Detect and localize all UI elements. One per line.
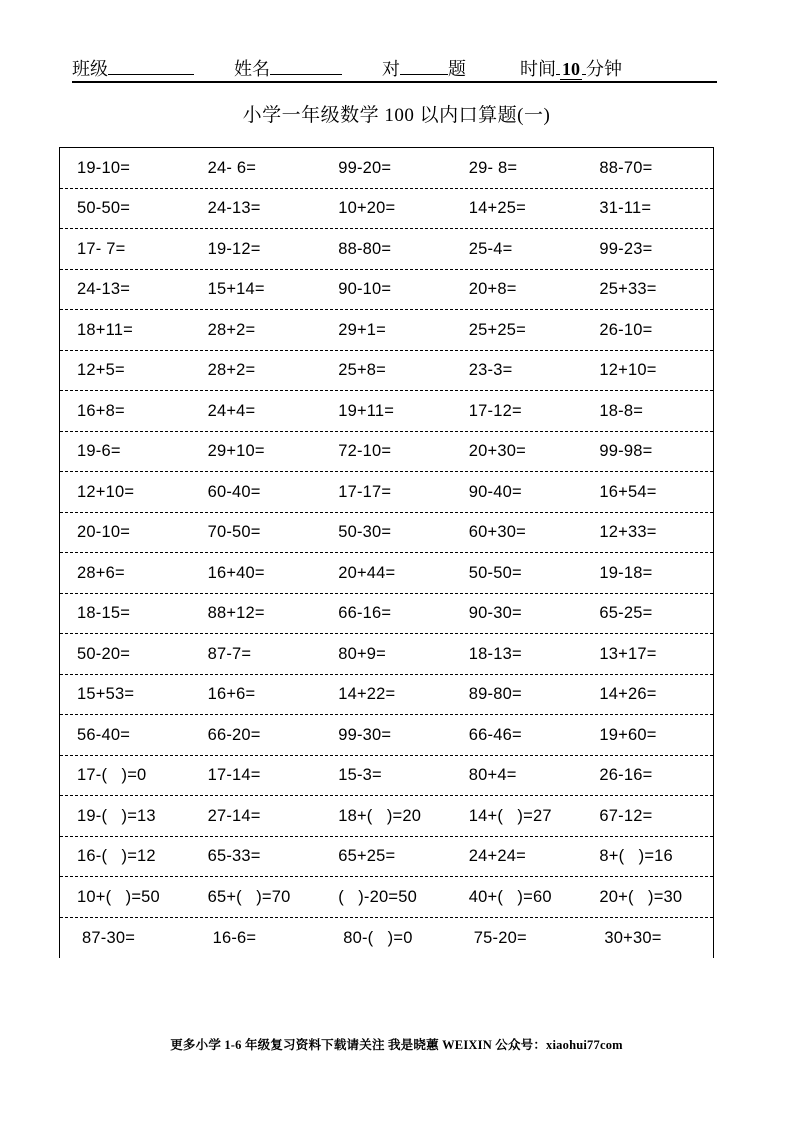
- name-blank[interactable]: [270, 55, 342, 75]
- problem-cell[interactable]: 13+17=: [599, 644, 657, 663]
- problem-cell[interactable]: ( )-20=50: [338, 887, 417, 906]
- problem-cell[interactable]: 28+2=: [207, 361, 256, 380]
- name-label: 姓名: [234, 59, 270, 79]
- problem-cell[interactable]: 67-12=: [599, 806, 653, 825]
- class-blank[interactable]: [108, 55, 194, 75]
- problem-cell[interactable]: 29- 8=: [468, 158, 518, 177]
- problem-cell[interactable]: 19+11=: [338, 401, 395, 420]
- problem-cell[interactable]: 89-80=: [468, 685, 522, 704]
- problem-cell[interactable]: 90-10=: [338, 280, 392, 299]
- table-row: [60, 837, 713, 878]
- table-row: [60, 148, 713, 189]
- problem-cell[interactable]: 66-46=: [468, 725, 522, 744]
- table-row: [60, 715, 713, 756]
- table-row: [60, 513, 713, 554]
- table-row: [60, 310, 713, 351]
- problem-cell[interactable]: 18-8=: [599, 401, 644, 420]
- problem-cell[interactable]: 88+12=: [207, 604, 265, 623]
- correct-label-prefix: 对: [382, 59, 400, 79]
- problem-cell[interactable]: 20+44=: [338, 563, 396, 582]
- problem-cell[interactable]: 17-( )=0: [77, 766, 147, 785]
- problem-cell[interactable]: 25+25=: [468, 320, 526, 339]
- problem-cell[interactable]: 27-14=: [207, 806, 261, 825]
- problem-cell[interactable]: 17- 7=: [77, 239, 126, 258]
- problem-cell[interactable]: 19-6=: [77, 442, 121, 461]
- problem-cell[interactable]: 70-50=: [207, 523, 261, 542]
- problem-cell[interactable]: 14+26=: [599, 685, 657, 704]
- problem-cell[interactable]: 28+2=: [207, 320, 256, 339]
- problem-cell[interactable]: 80-( )=0: [343, 928, 413, 947]
- class-label: 班级: [72, 59, 108, 79]
- footer-note: 更多小学 1-6 年级复习资料下载请关注 我是晓蕙 WEIXIN 公众号：xiaohui77com: [170, 1038, 623, 1052]
- problem-cell[interactable]: 17-12=: [468, 401, 522, 420]
- problem-cell[interactable]: 99-30=: [338, 725, 392, 744]
- problem-cell[interactable]: 20+30=: [468, 442, 526, 461]
- problem-cell[interactable]: 31-11=: [599, 199, 652, 218]
- time-value: 10: [562, 59, 580, 79]
- problem-cell[interactable]: 19+60=: [599, 725, 657, 744]
- table-row: [60, 918, 713, 959]
- problem-cell[interactable]: 20-10=: [77, 523, 131, 542]
- problem-cell[interactable]: 24-13=: [207, 199, 261, 218]
- problem-cell[interactable]: 12+10=: [77, 482, 135, 501]
- problem-cell[interactable]: 90-30=: [468, 604, 522, 623]
- problem-cell[interactable]: 12+33=: [599, 523, 657, 542]
- problem-cell[interactable]: 10+( )=50: [77, 887, 160, 906]
- problem-cell[interactable]: 66-20=: [207, 725, 261, 744]
- problem-cell[interactable]: 65-33=: [207, 847, 261, 866]
- table-row: [60, 472, 713, 513]
- time-limit-field: [520, 55, 622, 81]
- problem-cell[interactable]: 25+8=: [338, 361, 386, 380]
- problem-cell[interactable]: 16-( )=12: [77, 847, 156, 866]
- problem-cell[interactable]: 30+30=: [604, 928, 662, 947]
- problem-cell[interactable]: 50-20=: [77, 644, 131, 663]
- problem-cell[interactable]: 14+25=: [468, 199, 526, 218]
- problem-cell[interactable]: 40+( )=60: [468, 887, 552, 906]
- problem-cell[interactable]: 66-16=: [338, 604, 392, 623]
- problem-cell[interactable]: 90-40=: [468, 482, 522, 501]
- table-row: [60, 756, 713, 797]
- problem-cell[interactable]: 80+4=: [468, 766, 517, 785]
- problem-cell[interactable]: 19-18=: [599, 563, 653, 582]
- page-title: 小学一年级数学 100 以内口算题(一): [242, 105, 551, 126]
- worksheet-header: [72, 55, 717, 83]
- problem-cell[interactable]: 20+( )=30: [599, 887, 683, 906]
- problem-cell[interactable]: 87-30=: [82, 928, 136, 947]
- problem-cell[interactable]: 19-12=: [207, 239, 261, 258]
- class-field: [72, 55, 194, 81]
- problem-cell[interactable]: 87-7=: [207, 644, 252, 663]
- problem-cell[interactable]: 17-14=: [207, 766, 261, 785]
- problem-cell[interactable]: 16+54=: [599, 482, 657, 501]
- table-row: [60, 553, 713, 594]
- problem-cell[interactable]: 18+11=: [77, 320, 133, 339]
- table-row: [60, 189, 713, 230]
- table-row: [60, 270, 713, 311]
- problem-cell[interactable]: 25+33=: [599, 280, 657, 299]
- problem-cell[interactable]: 65-25=: [599, 604, 653, 623]
- problem-cell[interactable]: 75-20=: [473, 928, 527, 947]
- problem-cell[interactable]: 24+24=: [468, 847, 526, 866]
- problem-cell[interactable]: 14+( )=27: [468, 806, 552, 825]
- problem-cell[interactable]: 72-10=: [338, 442, 392, 461]
- problem-cell[interactable]: 18-13=: [468, 644, 522, 663]
- table-row: [60, 877, 713, 918]
- problem-cell[interactable]: 12+5=: [77, 361, 125, 380]
- problem-cell[interactable]: 26-10=: [599, 320, 653, 339]
- problem-cell[interactable]: 99-23=: [599, 239, 653, 258]
- table-row: [60, 634, 713, 675]
- table-row: [60, 796, 713, 837]
- table-row: [60, 351, 713, 392]
- problem-cell[interactable]: 99-98=: [599, 442, 653, 461]
- problem-cell[interactable]: 65+( )=70: [207, 887, 291, 906]
- problem-cell[interactable]: 14+22=: [338, 685, 396, 704]
- problem-cell[interactable]: 16-6=: [212, 928, 257, 947]
- problem-cell[interactable]: 19-10=: [77, 158, 131, 177]
- problem-cell[interactable]: 18-15=: [77, 604, 131, 623]
- problem-cell[interactable]: 15-3=: [338, 766, 382, 785]
- table-row: [60, 432, 713, 473]
- table-row: [60, 229, 713, 270]
- problem-cell[interactable]: 15+14=: [207, 280, 265, 299]
- problem-cell[interactable]: 16+6=: [207, 685, 256, 704]
- problem-cell[interactable]: 88-80=: [338, 239, 392, 258]
- problem-cell[interactable]: 8+( )=16: [599, 847, 673, 866]
- problem-cell[interactable]: 28+6=: [77, 563, 125, 582]
- problem-cell[interactable]: 20+8=: [468, 280, 517, 299]
- problem-cell[interactable]: 29+10=: [207, 442, 265, 461]
- table-row: [60, 675, 713, 716]
- problem-cell[interactable]: 24- 6=: [207, 158, 257, 177]
- problem-cell[interactable]: 16+8=: [77, 401, 125, 420]
- correct-label-suffix: 题: [448, 59, 466, 79]
- correct-count-blank[interactable]: [400, 55, 448, 75]
- correct-count-field: [382, 55, 466, 81]
- problem-cell[interactable]: 50-30=: [338, 523, 392, 542]
- problem-cell[interactable]: 24-13=: [77, 280, 131, 299]
- problem-cell[interactable]: 19-( )=13: [77, 806, 156, 825]
- problem-cell[interactable]: 99-20=: [338, 158, 392, 177]
- problem-cell[interactable]: 88-70=: [599, 158, 653, 177]
- problem-cell[interactable]: 50-50=: [77, 199, 131, 218]
- problem-cell[interactable]: 12+10=: [599, 361, 657, 380]
- problem-cell[interactable]: 16+40=: [207, 563, 265, 582]
- problem-cell[interactable]: 23-3=: [468, 361, 513, 380]
- problem-cell[interactable]: 56-40=: [77, 725, 131, 744]
- table-row: [60, 594, 713, 635]
- problem-cell[interactable]: 50-50=: [468, 563, 522, 582]
- problem-cell[interactable]: 15+53=: [77, 685, 135, 704]
- time-unit: 分钟: [586, 59, 622, 79]
- problem-cell[interactable]: 65+25=: [338, 847, 396, 866]
- problem-cell[interactable]: 29+1=: [338, 320, 386, 339]
- problem-cell[interactable]: 25-4=: [468, 239, 513, 258]
- problem-cell[interactable]: 18+( )=20: [338, 806, 422, 825]
- problem-cell[interactable]: 17-17=: [338, 482, 392, 501]
- problem-cell[interactable]: 10+20=: [338, 199, 396, 218]
- problems-table: [59, 147, 714, 958]
- table-row: [60, 391, 713, 432]
- problem-cell[interactable]: 60-40=: [207, 482, 261, 501]
- problem-cell[interactable]: 60+30=: [468, 523, 526, 542]
- problem-cell[interactable]: 80+9=: [338, 644, 386, 663]
- problem-cell[interactable]: 26-16=: [599, 766, 653, 785]
- time-label: 时间: [520, 59, 556, 79]
- name-field: [234, 55, 342, 81]
- problem-cell[interactable]: 24+4=: [207, 401, 256, 420]
